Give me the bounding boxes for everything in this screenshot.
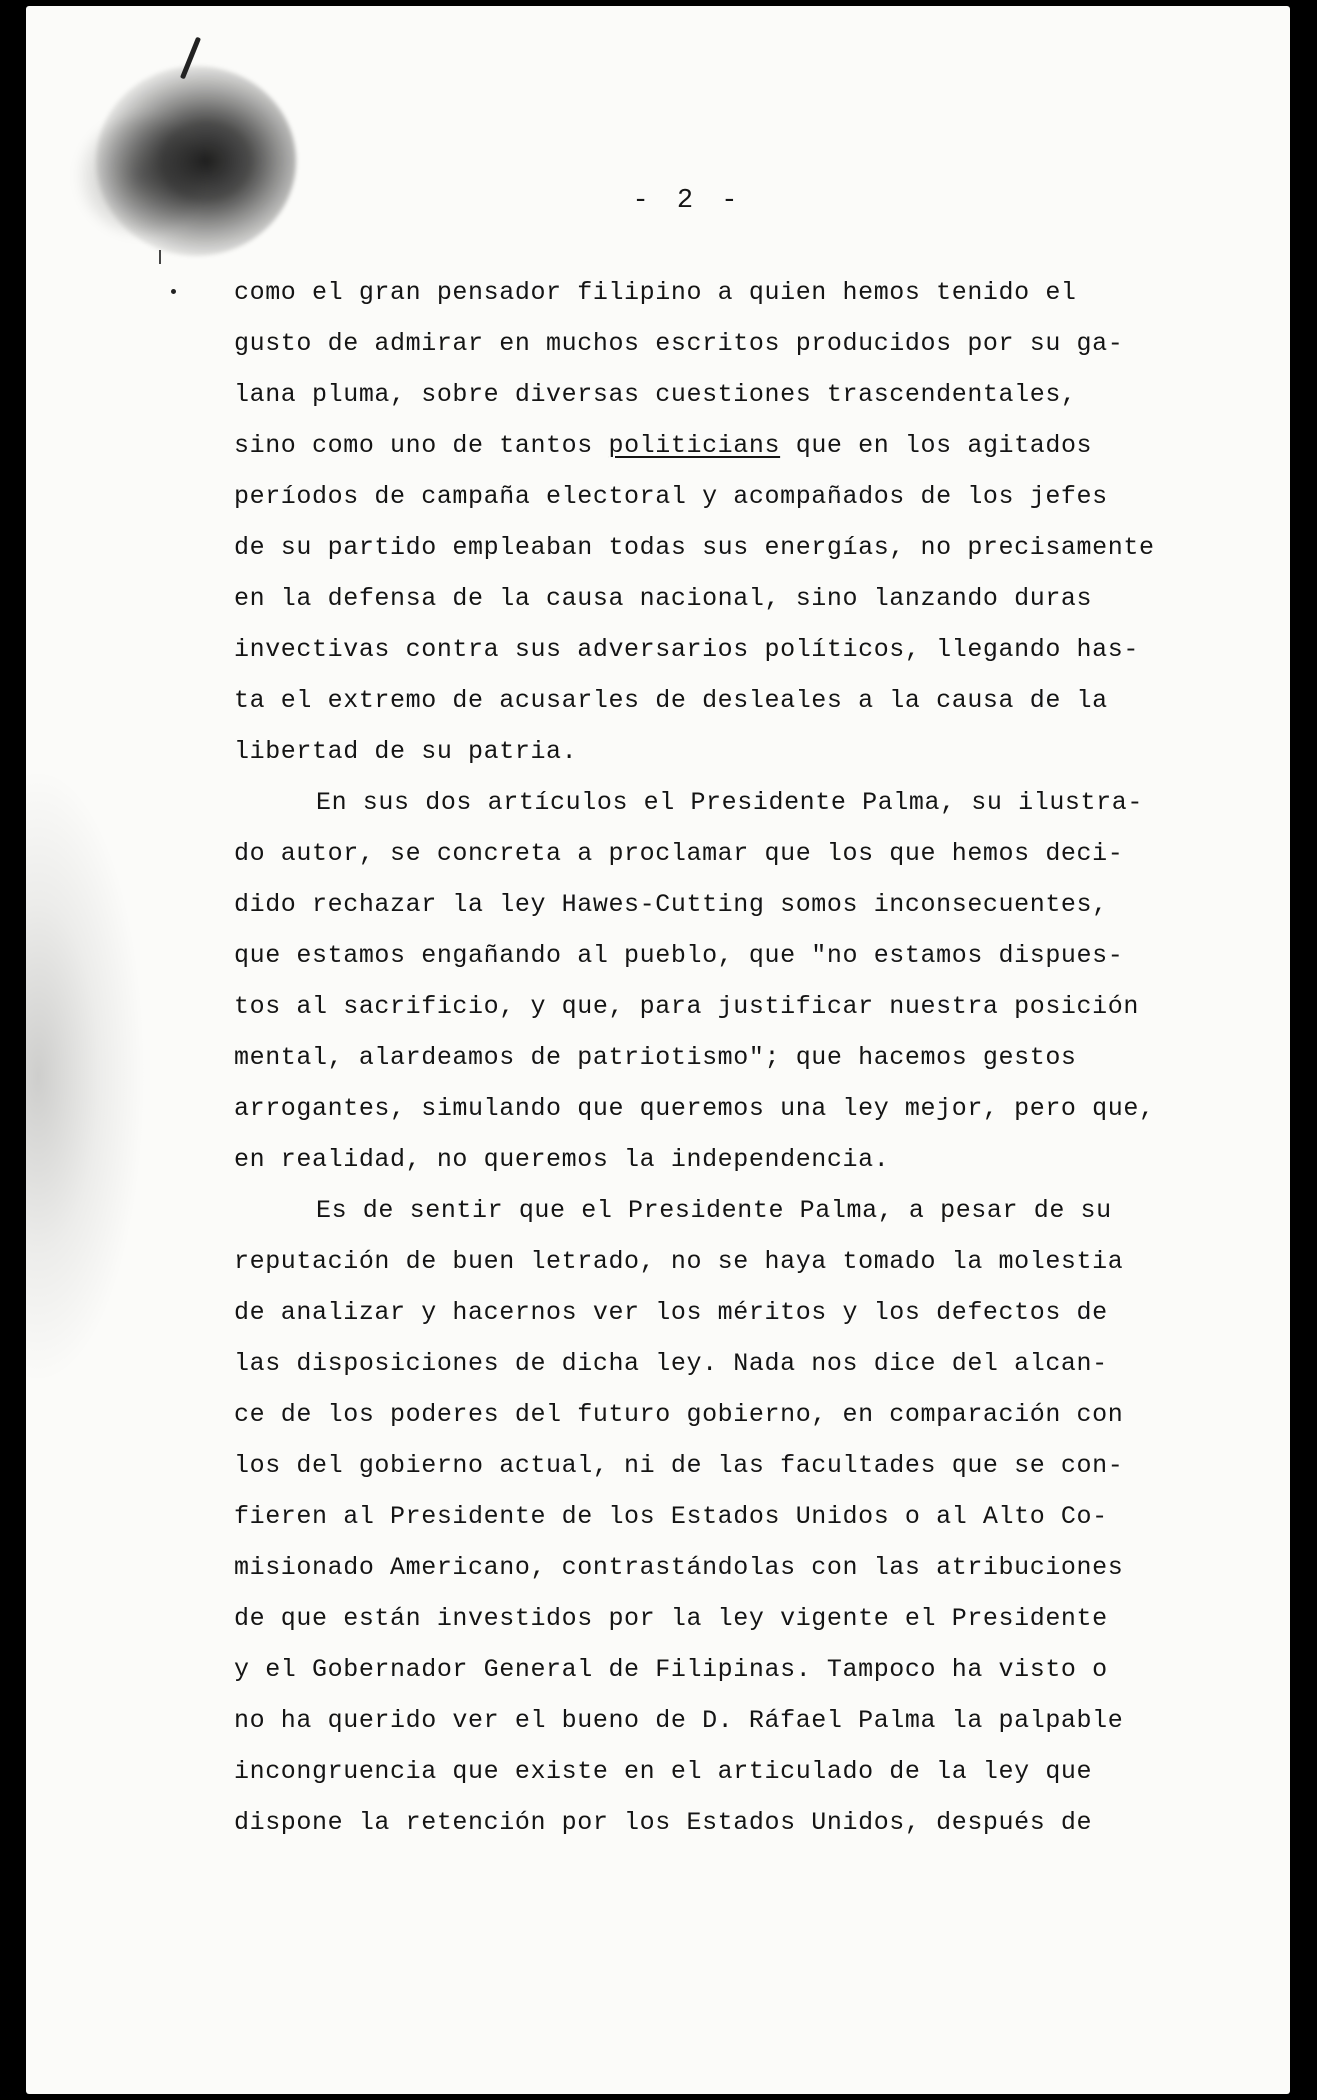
text-line: períodos de campaña electoral y acompañados de los jefes	[234, 482, 1108, 511]
text-line: fieren al Presidente de los Estados Unidos o al Alto Co-	[234, 1502, 1108, 1531]
text-line: en la defensa de la causa nacional, sino lanzando duras	[234, 584, 1093, 613]
text-line: de su partido empleaban todas sus energías, no precisamente	[234, 533, 1155, 562]
text-line: invectivas contra sus adversarios políticos, llegando has-	[234, 635, 1139, 664]
underlined-word: politicians	[608, 431, 781, 460]
text-line-mixed	[234, 420, 1194, 471]
text-line: arrogantes, simulando que queremos una ley mejor, pero que,	[234, 1094, 1155, 1123]
text-line: incongruencia que existe en el articulado de la ley que	[234, 1757, 1093, 1786]
text-segment: que en los agitados	[780, 431, 1093, 460]
text-line: en realidad, no queremos la independencia.	[234, 1145, 890, 1174]
text-line: como el gran pensador filipino a quien hemos tenido el	[234, 278, 1077, 307]
page-number: - 2 -	[632, 186, 744, 216]
ink-smudge	[96, 66, 296, 256]
text-line: gusto de admirar en muchos escritos producidos por su ga-	[234, 329, 1124, 358]
text-line: reputación de buen letrado, no se haya tomado la molestia	[234, 1247, 1124, 1276]
margin-tick	[159, 250, 161, 264]
document-page	[26, 6, 1290, 2094]
text-line: las disposiciones de dicha ley. Nada nos dice del alcan-	[234, 1349, 1108, 1378]
text-line: mental, alardeamos de patriotismo"; que hacemos gestos	[234, 1043, 1077, 1072]
text-line: lana pluma, sobre diversas cuestiones trascendentales,	[234, 380, 1077, 409]
text-line: do autor, se concreta a proclamar que los que hemos deci-	[234, 839, 1124, 868]
text-line: de que están investidos por la ley vigente el Presidente	[234, 1604, 1108, 1633]
document-body	[234, 267, 1194, 1848]
text-line: ce de los poderes del futuro gobierno, en comparación con	[234, 1400, 1124, 1429]
text-line: misionado Americano, contrastándolas con las atribuciones	[234, 1553, 1124, 1582]
text-line: En sus dos artículos el Presidente Palma, su ilustra-	[316, 788, 1143, 817]
text-line: que estamos engañando al pueblo, que "no estamos dispues-	[234, 941, 1124, 970]
paragraph-2	[234, 777, 1194, 1185]
text-line: de analizar y hacernos ver los méritos y los defectos de	[234, 1298, 1108, 1327]
text-segment: sino como uno de tantos	[234, 431, 609, 460]
text-line: dispone la retención por los Estados Unidos, después de	[234, 1808, 1093, 1837]
margin-dot	[171, 289, 176, 294]
paragraph-3	[234, 1185, 1194, 1848]
paper-stain	[26, 766, 146, 1386]
text-line: dido rechazar la ley Hawes-Cutting somos inconsecuentes,	[234, 890, 1108, 919]
text-line: no ha querido ver el bueno de D. Ráfael Palma la palpable	[234, 1706, 1124, 1735]
paragraph-1	[234, 267, 1194, 777]
text-line: ta el extremo de acusarles de desleales a la causa de la	[234, 686, 1108, 715]
text-line: y el Gobernador General de Filipinas. Tampoco ha visto o	[234, 1655, 1108, 1684]
text-line: libertad de su patria.	[234, 737, 578, 766]
text-line: tos al sacrificio, y que, para justificar nuestra posición	[234, 992, 1139, 1021]
text-line: los del gobierno actual, ni de las facultades que se con-	[234, 1451, 1124, 1480]
text-line: Es de sentir que el Presidente Palma, a pesar de su	[316, 1196, 1112, 1225]
